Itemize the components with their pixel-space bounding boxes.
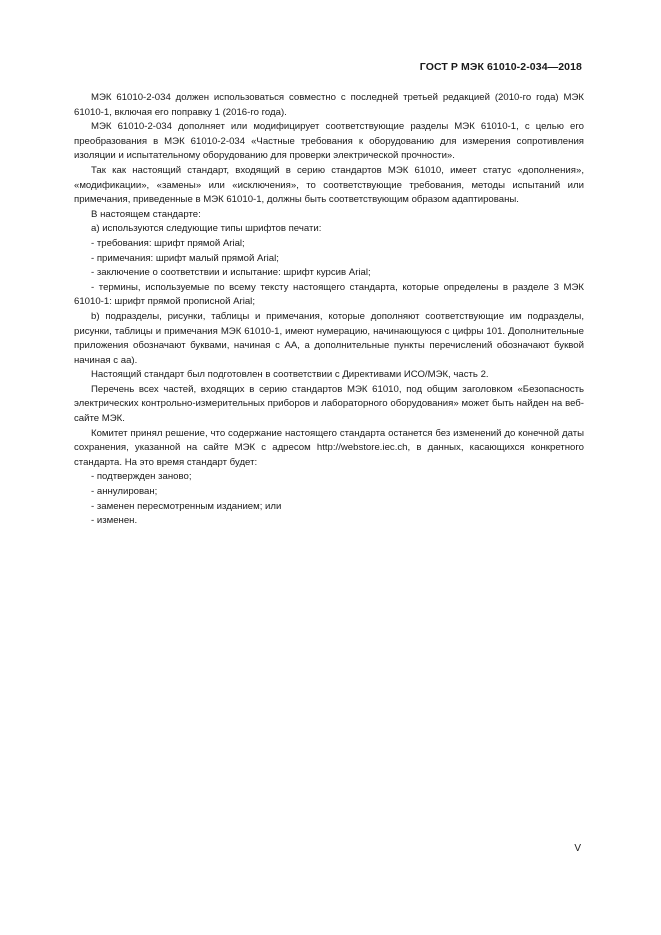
list-item: а) используются следующие типы шрифтов печати:	[91, 223, 322, 235]
page-number: V	[574, 843, 581, 854]
list-item: - аннулирован;	[91, 486, 158, 498]
list-item: - примечания: шрифт малый прямой Arial;	[91, 252, 279, 264]
list-item: - заменен пересмотренным изданием; или	[91, 500, 282, 512]
paragraph: Так как настоящий стандарт, входящий в серию стандартов МЭК 61010, имеет статус «дополнения», «модификации», «замены» или «исключения», то соответствующие требования, методы испытаний или примечания, приведенные в МЭК 61010-1, должны быть соответствующим образом адаптированы.	[74, 164, 584, 206]
paragraph: МЭК 61010-2-034 дополняет или модифицирует соответствующие разделы МЭК 61010-1, с целью его преобразования в МЭК 61010-2-034 «Частные требования к оборудованию для измерения сопротивления изоляции и испытательному оборудованию для проверки электрической прочности».	[74, 121, 584, 162]
list-item: - заключение о соответствии и испытание: шрифт курсив Arial;	[91, 267, 371, 279]
list-item: - подтвержден заново;	[91, 471, 192, 483]
paragraph: Настоящий стандарт был подготовлен в соответствии с Директивами ИСО/МЭК, часть 2.	[91, 369, 489, 381]
list-item: - изменен.	[91, 515, 138, 527]
document-code-header: ГОСТ Р МЭК 61010-2-034—2018	[419, 61, 582, 73]
list-item: - термины, используемые по всему тексту настоящего стандарта, которые определены в разделе 3 МЭК 61010-1: шрифт прямой прописной Arial;	[74, 281, 584, 308]
list-item: b) подразделы, рисунки, таблицы и примечания, которые дополняют соответствующие им подразделы, рисунки, таблицы и примечания МЭК 61010-1, имеют нумерацию, начинающуюся с цифры 101. Дополнительные приложения обозначают буквами, начиная с АА, а дополнительные пункты перечислений обозначают буквой начиная с аа).	[74, 310, 584, 366]
paragraph: В настоящем стандарте:	[91, 208, 201, 220]
paragraph: Комитет принял решение, что содержание настоящего стандарта останется без изменений до конечной даты сохранения, указанной на сайте МЭК с адресом http://webstore.iec.ch, в данных, касающихся конкретного стандарта. На это время стандарт будет:	[74, 427, 584, 468]
paragraph: Перечень всех частей, входящих в серию стандартов МЭК 61010, под общим заголовком «Безопасность электрических контрольно-измерительных приборов и лабораторного оборудования» может быть найден на веб-сайте МЭК.	[74, 383, 584, 425]
list-item: - требования: шрифт прямой Arial;	[91, 237, 245, 249]
document-body	[74, 91, 584, 529]
paragraph: МЭК 61010-2-034 должен использоваться совместно с последней третьей редакцией (2010-го года) МЭК 61010-1, включая его поправку 1 (2016-го года).	[74, 92, 584, 118]
